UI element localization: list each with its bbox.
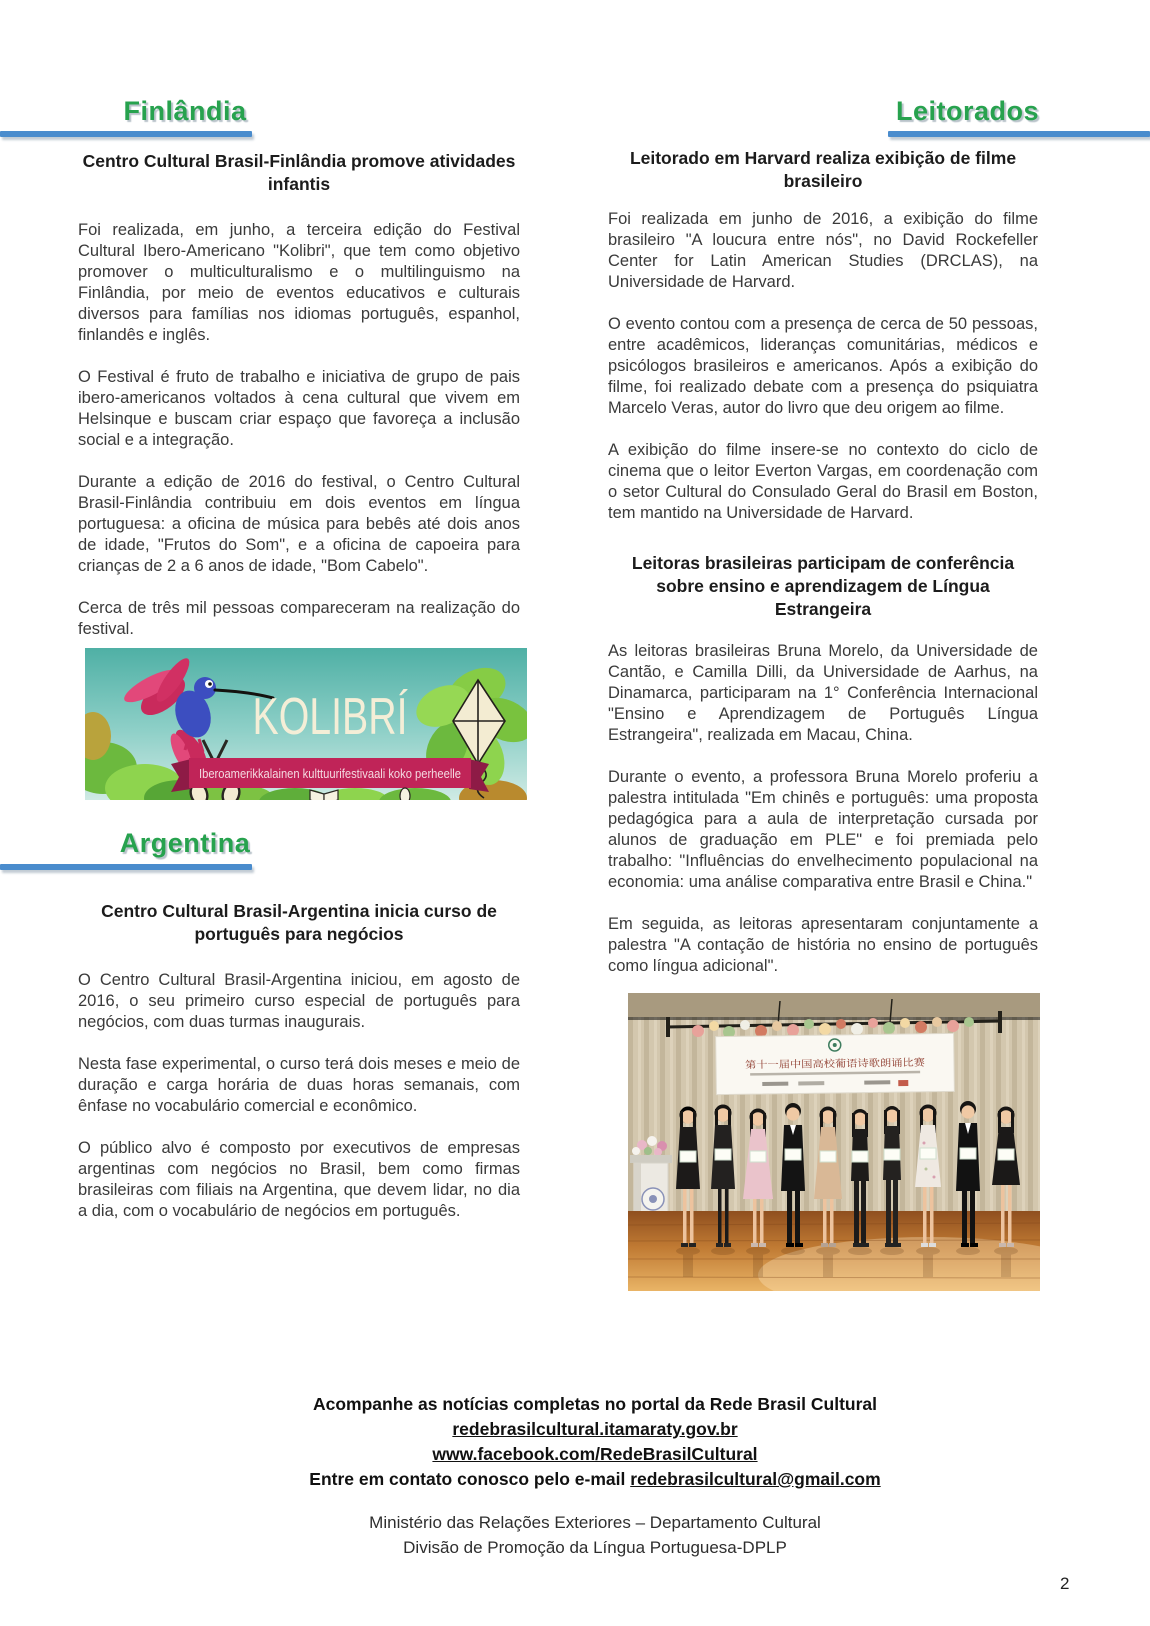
article-title: Leitorado em Harvard realiza exibição de filme brasileiro xyxy=(629,148,1017,191)
paragraph: Cerca de três mil pessoas compareceram na realização do festival. xyxy=(78,599,520,638)
competition-banner-title: 第十一届中国高校葡语诗歌朗诵比赛 xyxy=(744,1058,906,1072)
footer-line: Acompanhe as notícias completas no portal da Rede Brasil Cultural xyxy=(312,1394,878,1414)
portal-link[interactable]: redebrasilcultural.itamaraty.gov.br xyxy=(452,1419,738,1439)
finlandia-rule xyxy=(0,131,252,137)
article-title: Centro Cultural Brasil-Finlândia promove atividades infantis xyxy=(82,151,516,194)
finlandia-article xyxy=(78,150,520,800)
ministry-line: Ministério das Relações Exteriores – Departamento Cultural xyxy=(369,1513,821,1532)
division-line: Divisão de Promoção da Língua Portuguesa-DPLP xyxy=(403,1538,787,1557)
kolibri-festival-banner-image xyxy=(85,648,527,800)
paragraph: O Centro Cultural Brasil-Argentina iniciou, em agosto de 2016, o seu primeiro curso especial de português para negócios, com duas turmas inaugurais. xyxy=(78,971,520,1031)
paragraph: Foi realizada, em junho, a terceira edição do Festival Cultural Ibero-Americano "Kolibri", que tem como objetivo promover o multiculturalismo e o multilinguismo na Finlândia, por meio de eventos educativos e culturais diversos para famílias nos idiomas português, espanhol, finlandês e inglês. xyxy=(78,221,520,344)
leitorados-heading: Leitorados xyxy=(895,96,1040,126)
banner-ribbon xyxy=(171,758,489,792)
finlandia-heading: Finlândia xyxy=(123,96,247,126)
paragraph: Em seguida, as leitoras apresentaram conjuntamente a palestra "A contação de história no ensino de português como língua adicional". xyxy=(608,915,1038,975)
article-title: Centro Cultural Brasil-Argentina inicia curso de português para negócios xyxy=(101,901,497,944)
paragraph: Durante o evento, a professora Bruna Morelo proferiu a palestra intitulada "Em chinês e português: uma proposta pedagógica para a aula de interpretação cursada por alunos de graduação em PLE" e foi premiada pelo trabalho: "Influências do envelhecimento populacional na economia: uma análise comparativa entre Brasil e China." xyxy=(608,768,1038,891)
paragraph: Durante a edição de 2016 do festival, o Centro Cultural Brasil-Finlândia contribuiu em dois eventos em língua portuguesa: a oficina de música para bebês até dois anos de idade, "Frutos do Som", e a oficina de capoeira para crianças de 2 a 6 anos de idade, "Bom Cabelo". xyxy=(78,473,520,575)
paragraph: Nesta fase experimental, o curso terá dois meses e meio de duração e carga horária de duas horas semanais, com ênfase no vocabulário comercial e econômico. xyxy=(78,1055,520,1115)
facebook-link[interactable]: www.facebook.com/RedeBrasilCultural xyxy=(432,1444,758,1464)
banner-title: KOLIBRÍ xyxy=(252,688,408,746)
paragraph: O público alvo é composto por executivos de empresas argentinas com negócios no Brasil, bem como firmas brasileiras com filiais na Argentina, que devem lidar, no dia a dia, com o vocabulário de negócios em português. xyxy=(78,1139,520,1220)
paragraph: O evento contou com a presença de cerca de 50 pessoas, entre acadêmicos, lideranças comunitárias, médicos e psicólogos brasileiros e americanos. Após a exibição do filme, foi realizado debate com a presença do psiquiatra Marcelo Veras, autor do livro que deu origem ao filme. xyxy=(608,315,1038,417)
contact-text: Entre em contato conosco pelo e-mail xyxy=(309,1469,631,1489)
paragraph: O Festival é fruto de trabalho e iniciativa de grupo de pais ibero-americanos voltados à cena cultural que vivem em Helsinque e buscam criar espaço que favoreça a inclusão social e a integração. xyxy=(78,368,520,449)
paragraph: A exibição do filme insere-se no contexto do ciclo de cinema que o leitor Everton Vargas, em coordenação com o setor Cultural do Consulado Geral do Brasil em Boston, tem mantido na Universidade de Harvard. xyxy=(608,441,1038,522)
argentina-rule xyxy=(0,864,252,870)
leitorados-rule xyxy=(888,131,1150,137)
argentina-article xyxy=(78,900,520,1243)
conference-group-photo xyxy=(628,993,1040,1291)
paragraph: As leitoras brasileiras Bruna Morelo, da Universidade de Cantão, e Camilla Dilli, da Universidade de Aarhus, na Dinamarca, participaram na 1° Conferência Internacional "Ensino e Aprendizagem de Português Língua Estrangeira", realizada em Macau, China. xyxy=(608,642,1038,744)
banner-ribbon-text: Iberoamerikkalainen kulttuurifestivaali koko perheelle xyxy=(199,766,461,781)
email-link[interactable]: redebrasilcultural@gmail.com xyxy=(630,1469,881,1489)
footer xyxy=(40,1392,1150,1560)
paragraph: Foi realizada em junho de 2016, a exibição do filme brasileiro "A loucura entre nós", no David Rockefeller Center for Latin American Studies (DRCLAS), na Universidade de Harvard. xyxy=(608,210,1038,291)
competition-banner xyxy=(716,1033,955,1094)
argentina-heading: Argentina xyxy=(119,828,251,858)
leitorados-column xyxy=(608,147,1038,1291)
page-number: 2 xyxy=(1060,1574,1070,1593)
article-title: Leitoras brasileiras participam de conferência sobre ensino e aprendizagem de Língua Estrangeira xyxy=(631,553,1015,619)
